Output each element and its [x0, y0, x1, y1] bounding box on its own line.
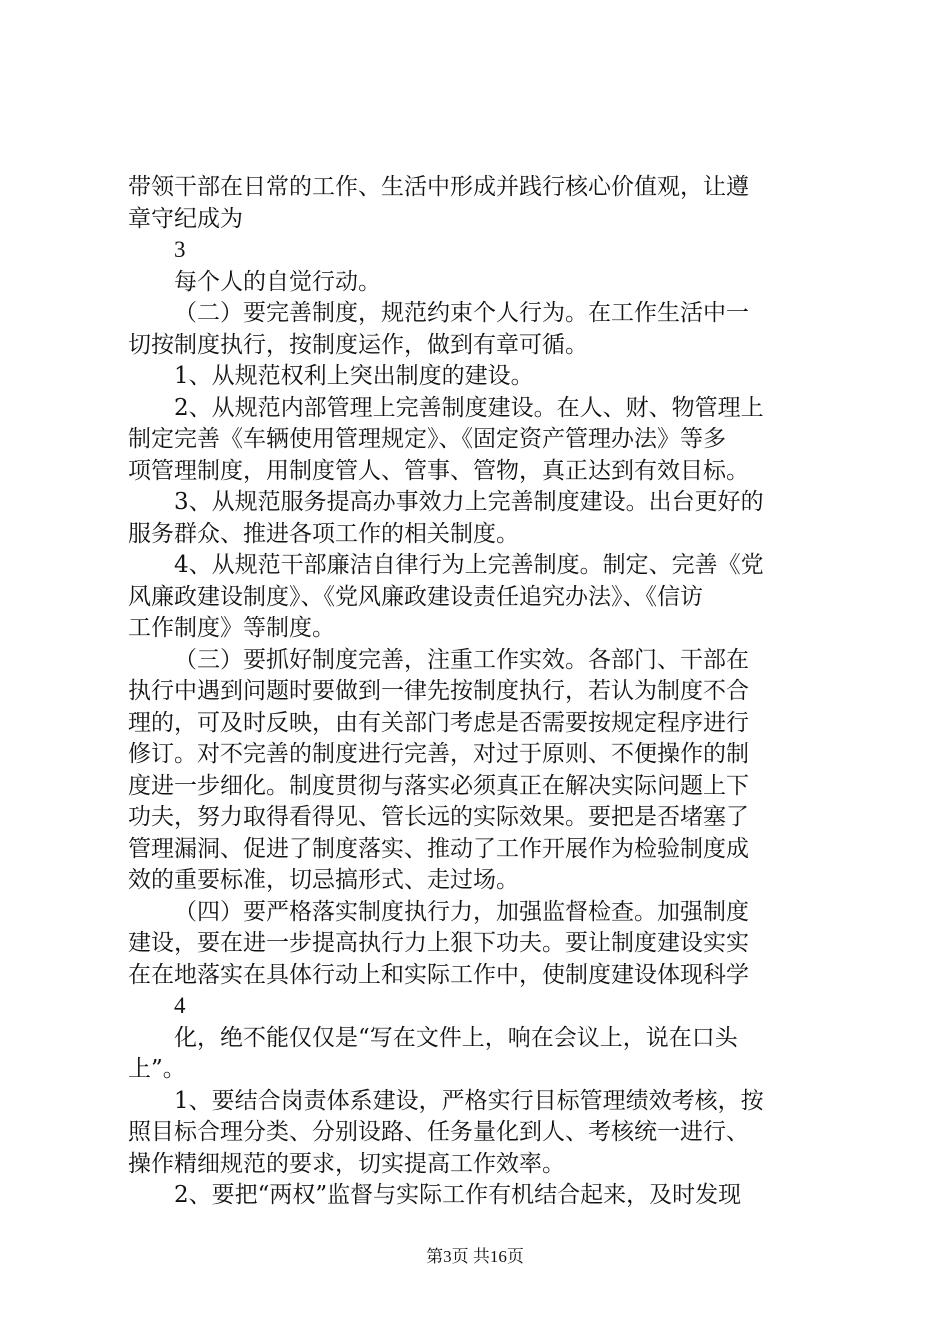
body-text-line: 管理漏洞、促进了制度落实、推动了工作开展作为检验制度成: [128, 835, 749, 862]
body-text-line: 功夫，努力取得看得见、管长远的实际效果。要把是否堵塞了: [128, 804, 749, 830]
page-marker: 3: [174, 237, 186, 262]
page-marker: 4: [174, 993, 186, 1018]
body-text-line: 上”。: [128, 1056, 186, 1082]
body-text-line: 照目标合理分类、分别设路、任务量化到人、考核统一进行、: [128, 1119, 749, 1145]
body-text-line: 制定完善《车辆使用管理规定》、《固定资产管理办法》等多: [128, 426, 726, 452]
body-text-line: 工作制度》等制度。: [128, 615, 335, 641]
body-text-line: 执行中遇到问题时要做到一律先按制度执行，若认为制度不合: [128, 678, 749, 704]
page-footer: 第3页 共16页: [426, 1247, 524, 1266]
body-text-line: 度进一步细化。制度贯彻与落实必须真正在解决实际问题上下: [128, 772, 749, 799]
body-text-line: 每个人的自觉行动。: [174, 268, 381, 295]
body-text-line: 4、从规范干部廉洁自律行为上完善制度。制定、完善《党: [174, 552, 764, 578]
body-text-line: 章守纪成为: [128, 205, 243, 232]
body-text-line: 3、从规范服务提高办事效力上完善制度建设。出台更好的: [174, 489, 764, 515]
body-text-line: 风廉政建设制度》、《党风廉政建设责任追究办法》、《信访: [128, 583, 703, 610]
body-text-line: （四）要严格落实制度执行力，加强监督检查。加强制度: [174, 898, 749, 925]
body-text-line: 理的，可及时反映，由有关部门考虑是否需要按规定程序进行: [128, 709, 749, 736]
body-text-line: 带领干部在日常的工作、生活中形成并践行核心价值观，让遵: [128, 174, 749, 200]
body-text-line: （二）要完善制度，规范约束个人行为。在工作生活中一: [174, 300, 749, 326]
body-text-line: 在在地落实在具体行动上和实际工作中，使制度建设体现科学: [128, 961, 749, 988]
body-text-line: 操作精细规范的要求，切实提高工作效率。: [128, 1150, 565, 1177]
body-text-line: 项管理制度，用制度管人、管事、管物，真正达到有效目标。: [128, 457, 749, 484]
body-text-line: 1、从规范权利上突出制度的建设。: [174, 363, 534, 389]
body-text-line: 修订。对不完善的制度进行完善，对过于原则、不便操作的制: [128, 741, 749, 767]
body-text-line: 化，绝不能仅仅是“写在文件上，响在会议上，说在口头: [174, 1024, 738, 1051]
body-text-line: 服务群众、推进各项工作的相关制度。: [128, 520, 519, 547]
body-text-line: 2、要把“两权”监督与实际工作有机结合起来，及时发现: [174, 1182, 742, 1208]
body-text-line: 2、从规范内部管理上完善制度建设。在人、财、物管理上: [174, 394, 764, 421]
body-text-line: 切按制度执行，按制度运作，做到有章可循。: [128, 331, 588, 358]
body-text-line: 效的重要标准，切忌搞形式、走过场。: [128, 867, 519, 893]
body-text-line: （三）要抓好制度完善，注重工作实效。各部门、干部在: [174, 646, 749, 673]
body-text-line: 建设，要在进一步提高执行力上狠下功夫。要让制度建设实实: [128, 930, 749, 956]
body-text-line: 1、要结合岗责体系建设，严格实行目标管理绩效考核，按: [174, 1087, 764, 1114]
